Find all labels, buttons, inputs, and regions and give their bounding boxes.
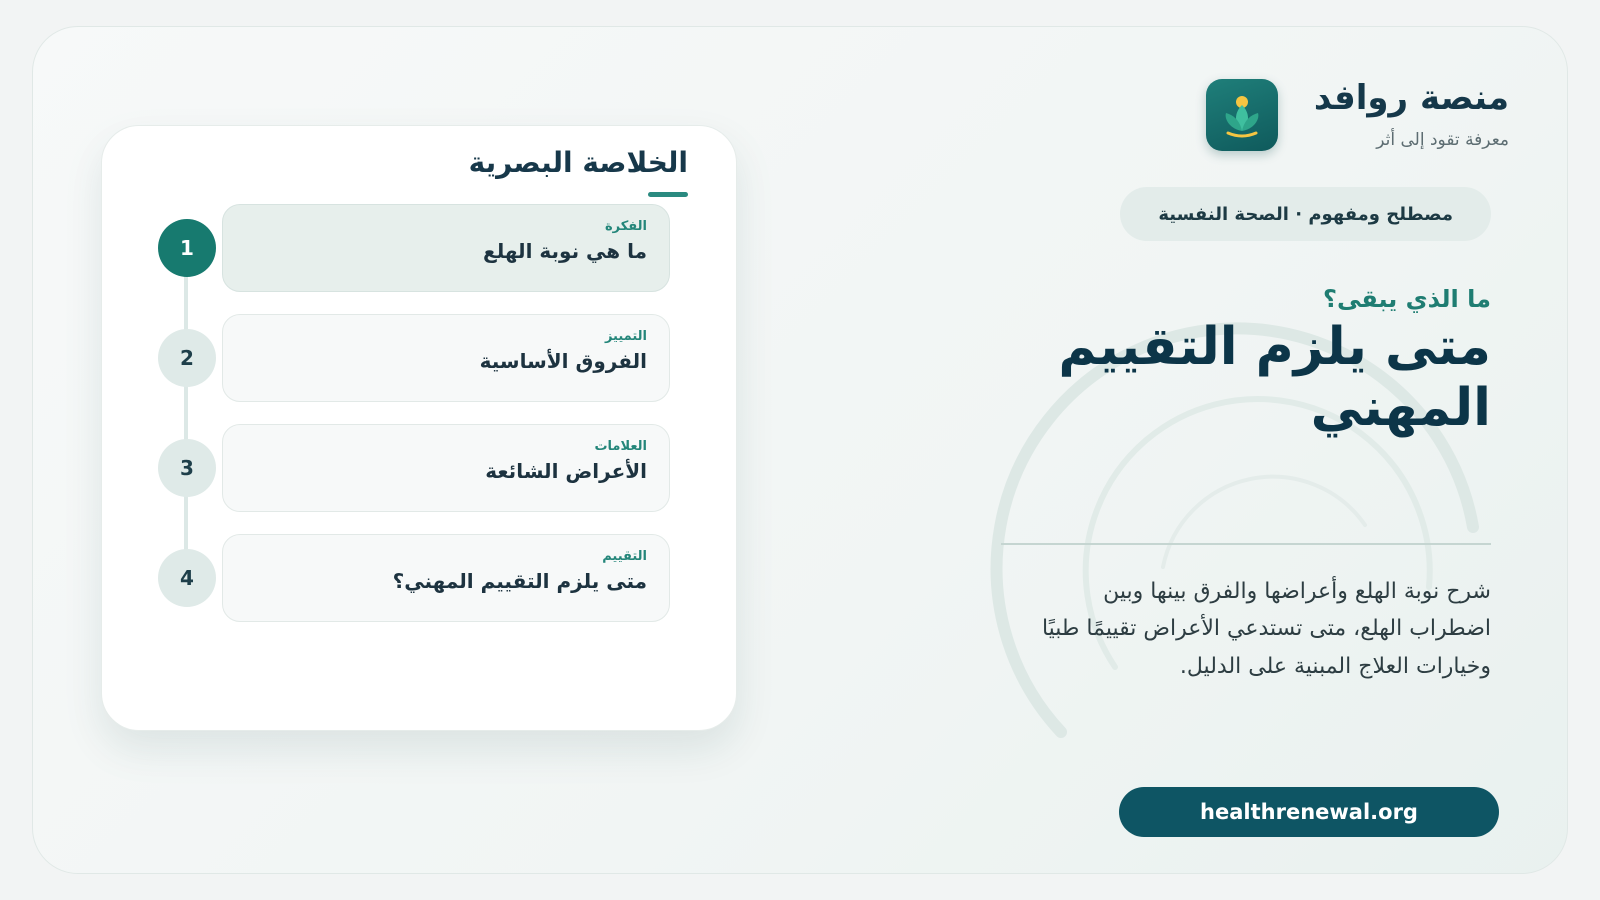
brand-block (1206, 79, 1509, 151)
headline: متى يلزم التقييم المهني (1058, 317, 1491, 439)
step-number-badge: 1 (158, 219, 216, 277)
divider (1001, 543, 1491, 545)
brand-text (1314, 80, 1509, 149)
card-title: الخلاصة البصرية (468, 146, 688, 179)
visual-summary-card (101, 125, 737, 731)
step-tag: العلامات (594, 439, 647, 454)
step-tag: التقييم (602, 549, 647, 564)
summary-step (158, 534, 670, 622)
kicker-text: ما الذي يبقى؟ (1323, 285, 1491, 313)
lotus-icon (1206, 79, 1278, 151)
slide-frame (32, 26, 1568, 874)
step-label: ما هي نوبة الهلع (483, 238, 647, 263)
summary-step (158, 314, 670, 402)
title-underline (648, 192, 688, 197)
brand-name: منصة روافد (1313, 78, 1509, 119)
step-number-badge: 3 (158, 439, 216, 497)
step-card[interactable] (222, 424, 670, 512)
step-number-badge: 4 (158, 549, 216, 607)
step-tag: الفكرة (604, 219, 647, 234)
step-card[interactable] (222, 534, 670, 622)
category-pill: مصطلح ومفهوم · الصحة النفسية (1120, 187, 1491, 241)
summary-step (158, 204, 670, 292)
step-tag: التمييز (604, 329, 647, 344)
step-label: الأعراض الشائعة (485, 458, 647, 483)
step-number-badge: 2 (158, 329, 216, 387)
step-card[interactable] (222, 204, 670, 292)
brand-tagline: معرفة تقود إلى أثر (1376, 129, 1509, 150)
step-label: الفروق الأساسية (479, 348, 647, 373)
description: شرح نوبة الهلع وأعراضها والفرق بينها وبين اضطراب الهلع، متى تستدعي الأعراض تقييمًا طبيًا وخيارات العلاج المبنية على الدليل. (1041, 579, 1491, 679)
timeline-line (184, 246, 188, 576)
step-label: متى يلزم التقييم المهني؟ (392, 568, 647, 593)
step-card[interactable] (222, 314, 670, 402)
website-link-button[interactable]: healthrenewal.org (1119, 787, 1499, 837)
summary-step (158, 424, 670, 512)
